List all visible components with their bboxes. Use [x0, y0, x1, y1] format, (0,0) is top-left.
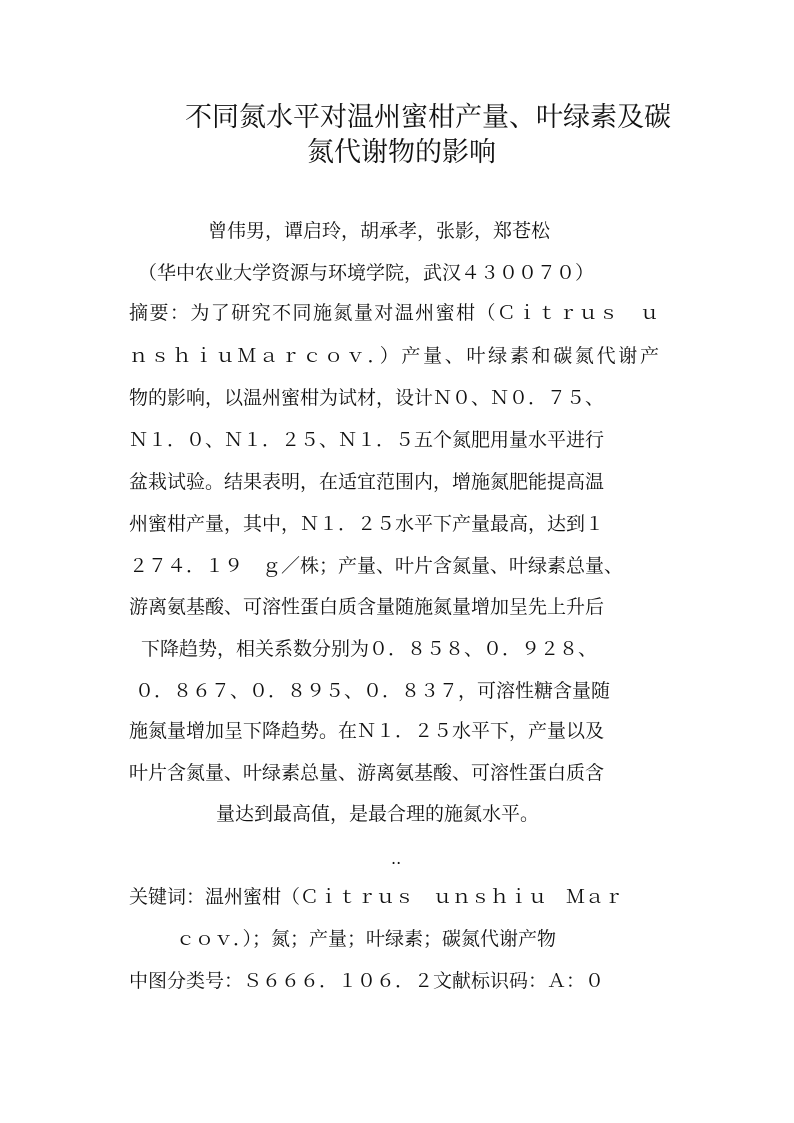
abstract-line: 州蜜柑产量，其中，Ｎ１．２５水平下产量最高，达到１: [129, 513, 605, 535]
abstract-line: 量达到最高值，是最合理的施氮水平。: [216, 803, 540, 825]
abstract-line: ｎｓｈｉｕＭａｒｃｏｖ．）产量、叶绿素和碳氮代谢产: [129, 345, 659, 367]
keywords-line: 关键词：温州蜜柑（Ｃｉｔｒｕｓ ｕｎｓｈｉｕ Ｍａｒ: [129, 886, 624, 908]
abstract-line: 下降趋势，相关系数分别为０．８５８、０．９２８、: [141, 638, 598, 660]
abstract-line: Ｎ１．０、Ｎ１．２５、Ｎ１．５五个氮肥用量水平进行: [129, 429, 605, 451]
abstract-line: 叶片含氮量、叶绿素总量、游离氨基酸、可溶性蛋白质含: [129, 762, 605, 784]
keywords-line: ｃｏｖ．）；氮；产量；叶绿素；碳氮代谢产物: [176, 928, 557, 950]
abstract-line: 游离氨基酸、可溶性蛋白质含量随施氮量增加呈先上升后: [129, 596, 605, 618]
abstract-line: 施氮量增加呈下降趋势。在Ｎ１．２５水平下，产量以及: [129, 720, 605, 742]
abstract-line: ２７４．１９ ｇ／株；产量、叶片含氮量、叶绿素总量、: [129, 555, 624, 577]
authors: 曾伟男，谭启玲，胡承孝，张影，郑苍松: [208, 220, 551, 242]
abstract-line: 盆栽试验。结果表明，在适宜范围内，增施氮肥能提高温: [129, 471, 605, 493]
abstract-line: ０．８６７、０．８９５、０．８３７，可溶性糖含量随: [135, 680, 611, 702]
title-line-2: 氮代谢物的影响: [307, 137, 496, 168]
affiliation: （华中农业大学资源与环境学院，武汉４３００７０）: [138, 262, 595, 284]
classification: 中图分类号：Ｓ６６６．１０６．２文献标识码：Ａ：０: [129, 970, 605, 992]
title-line-1: 不同氮水平对温州蜜柑产量、叶绿素及碳: [185, 102, 671, 133]
separator: ..: [391, 849, 402, 868]
abstract-line: 物的影响，以温州蜜柑为试材，设计Ｎ０、Ｎ０．７５、: [129, 387, 605, 409]
abstract-line: 摘要：为了研究不同施氮量对温州蜜柑（Ｃｉｔｒｕｓ ｕ: [129, 302, 659, 324]
